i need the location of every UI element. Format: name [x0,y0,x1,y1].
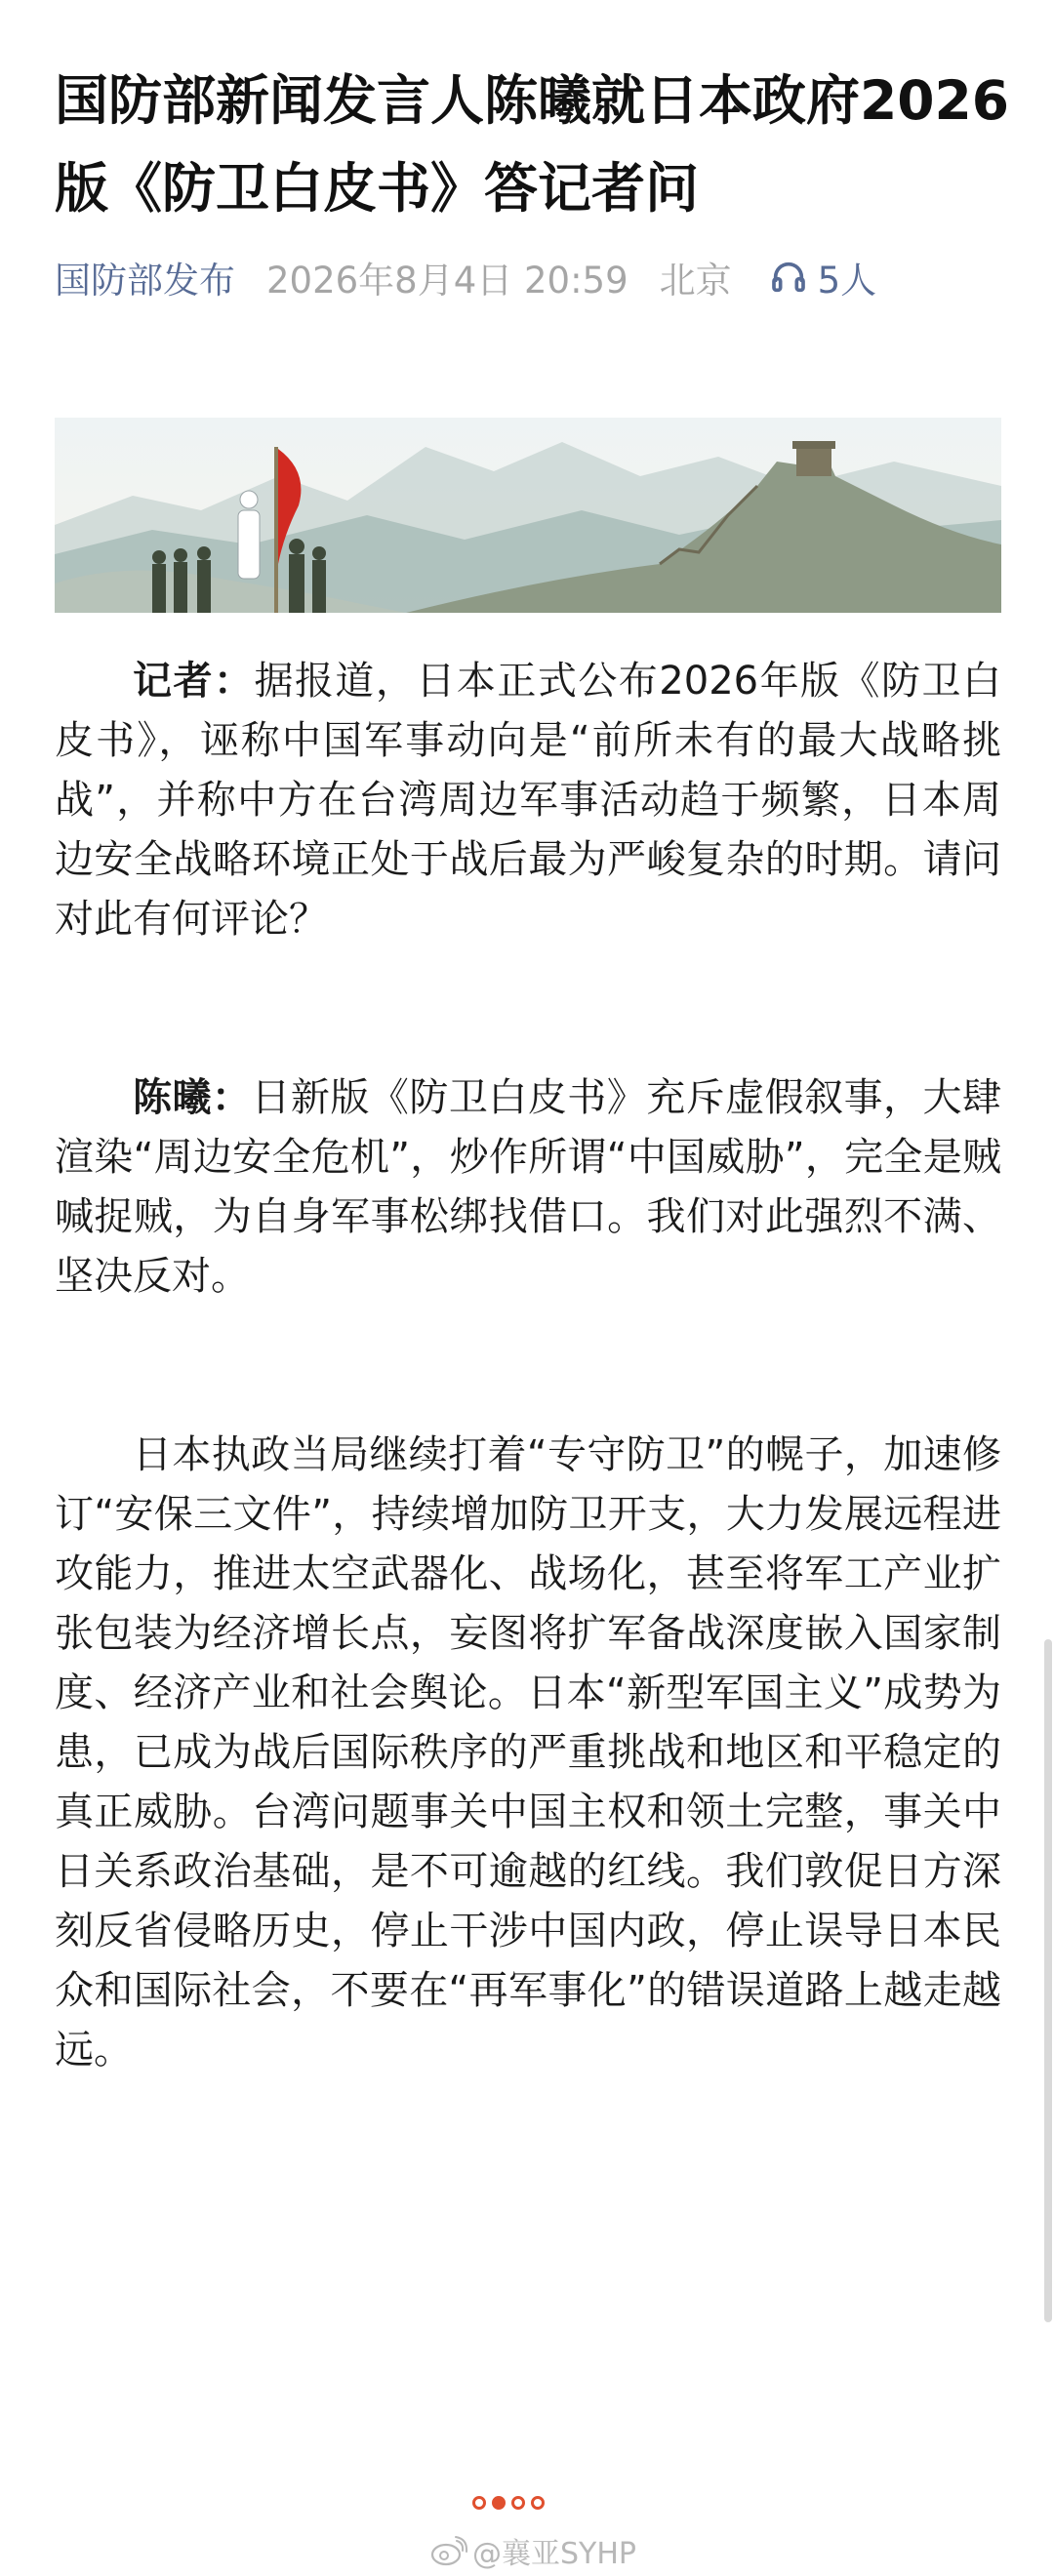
publish-time: 2026年8月4日 20:59 [266,260,628,302]
paragraph-spokesperson [55,1068,1001,1307]
article-body [55,652,1001,2080]
publish-location: 北京 [659,260,732,302]
paragraph-statement [55,1426,1001,2080]
weibo-icon [429,2535,468,2566]
headphones-icon [769,258,808,297]
watermark-text: @襄亚SYHP [472,2537,637,2571]
speaker-label: 记者： [133,659,255,704]
carousel-dot[interactable] [472,2496,486,2510]
carousel-dot-active[interactable] [492,2496,506,2510]
carousel-dot[interactable] [531,2496,545,2510]
source-link[interactable]: 国防部发布 [55,260,235,302]
speaker-label: 陈曦： [133,1075,252,1120]
carousel-dot[interactable] [511,2496,525,2510]
scrollbar[interactable] [1044,1639,1052,2322]
listener-count: 5人 [817,260,877,302]
paragraph-text: 日新版《防卫白皮书》充斥虚假叙事，大肆渲染“周边安全危机”，炒作所谓“中国威胁”，完全是贼喊捉贼，为自身军事松绑找借口。我们对此强烈不满、坚决反对。 [55,1075,1002,1299]
paragraph-text: 日本执政当局继续打着“专守防卫”的幌子，加速修订“安保三文件”，持续增加防卫开支，大力发展远程进攻能力，推进太空武器化、战场化，甚至将军工产业扩张包装为经济增长点，妄图将扩军备战深度嵌入国家制度、经济产业和社会舆论。日本“新型军国主义”成势为患，已成为战后国际秩序的严重挑战和地区和平稳定的真正威胁。台湾问题事关中国主权和领土完整，事关中日关系政治基础，是不可逾越的红线。我们敦促日方深刻反省侵略历史，停止干涉中国内政，停止误导日本民众和国际社会，不要在“再军事化”的错误道路上越走越远。 [55,1432,1001,2073]
watermark [429,2529,636,2572]
banner-image [55,418,1001,613]
paragraph-text: 据报道，日本正式公布2026年版《防卫白皮书》，诬称中国军事动向是“前所未有的最大战略挑战”，并称中方在台湾周边军事活动趋于频繁，日本周边安全战略环境正处于战后最为严峻复杂的时期。请问对此有何评论？ [55,659,1001,942]
paragraph-reporter [55,652,1001,949]
carousel-indicator[interactable] [472,2496,545,2510]
article-meta [55,248,1011,306]
listen-button[interactable] [769,251,877,303]
article-title: 国防部新闻发言人陈曦就日本政府2026版《防卫白皮书》答记者问 [55,69,1010,220]
